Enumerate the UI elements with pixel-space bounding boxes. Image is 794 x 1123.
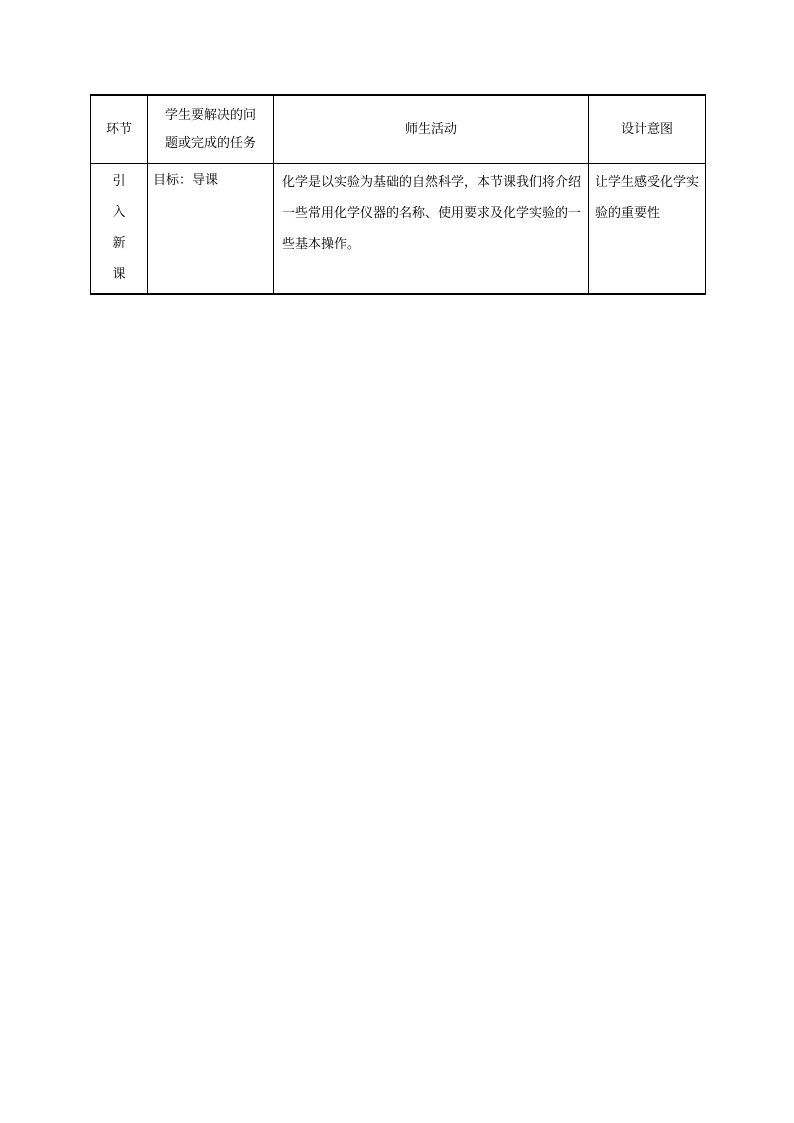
stage-cell — [91, 164, 148, 295]
header-task-line2: 题或完成的任务 — [164, 135, 256, 151]
header-stage: 环节 — [91, 95, 148, 164]
stage-char: 引 — [112, 174, 126, 189]
task-cell: 目标：导课 — [148, 164, 274, 295]
header-activity: 师生活动 — [274, 95, 589, 164]
header-intent: 设计意图 — [589, 95, 706, 164]
stage-char: 入 — [112, 205, 126, 220]
lesson-plan-table — [90, 94, 706, 295]
stage-char: 新 — [112, 236, 126, 251]
activity-cell: 化学是以实验为基础的自然科学，本节课我们将介绍一些常用化学仪器的名称、使用要求及化学实验的一些基本操作。 — [274, 164, 589, 295]
header-task-line1: 学生要解决的问 — [164, 107, 256, 123]
header-task — [148, 95, 274, 164]
table-header-row — [91, 95, 706, 164]
table-row — [91, 164, 706, 295]
stage-char: 课 — [112, 267, 126, 282]
intent-cell: 让学生感受化学实验的重要性 — [589, 164, 706, 295]
